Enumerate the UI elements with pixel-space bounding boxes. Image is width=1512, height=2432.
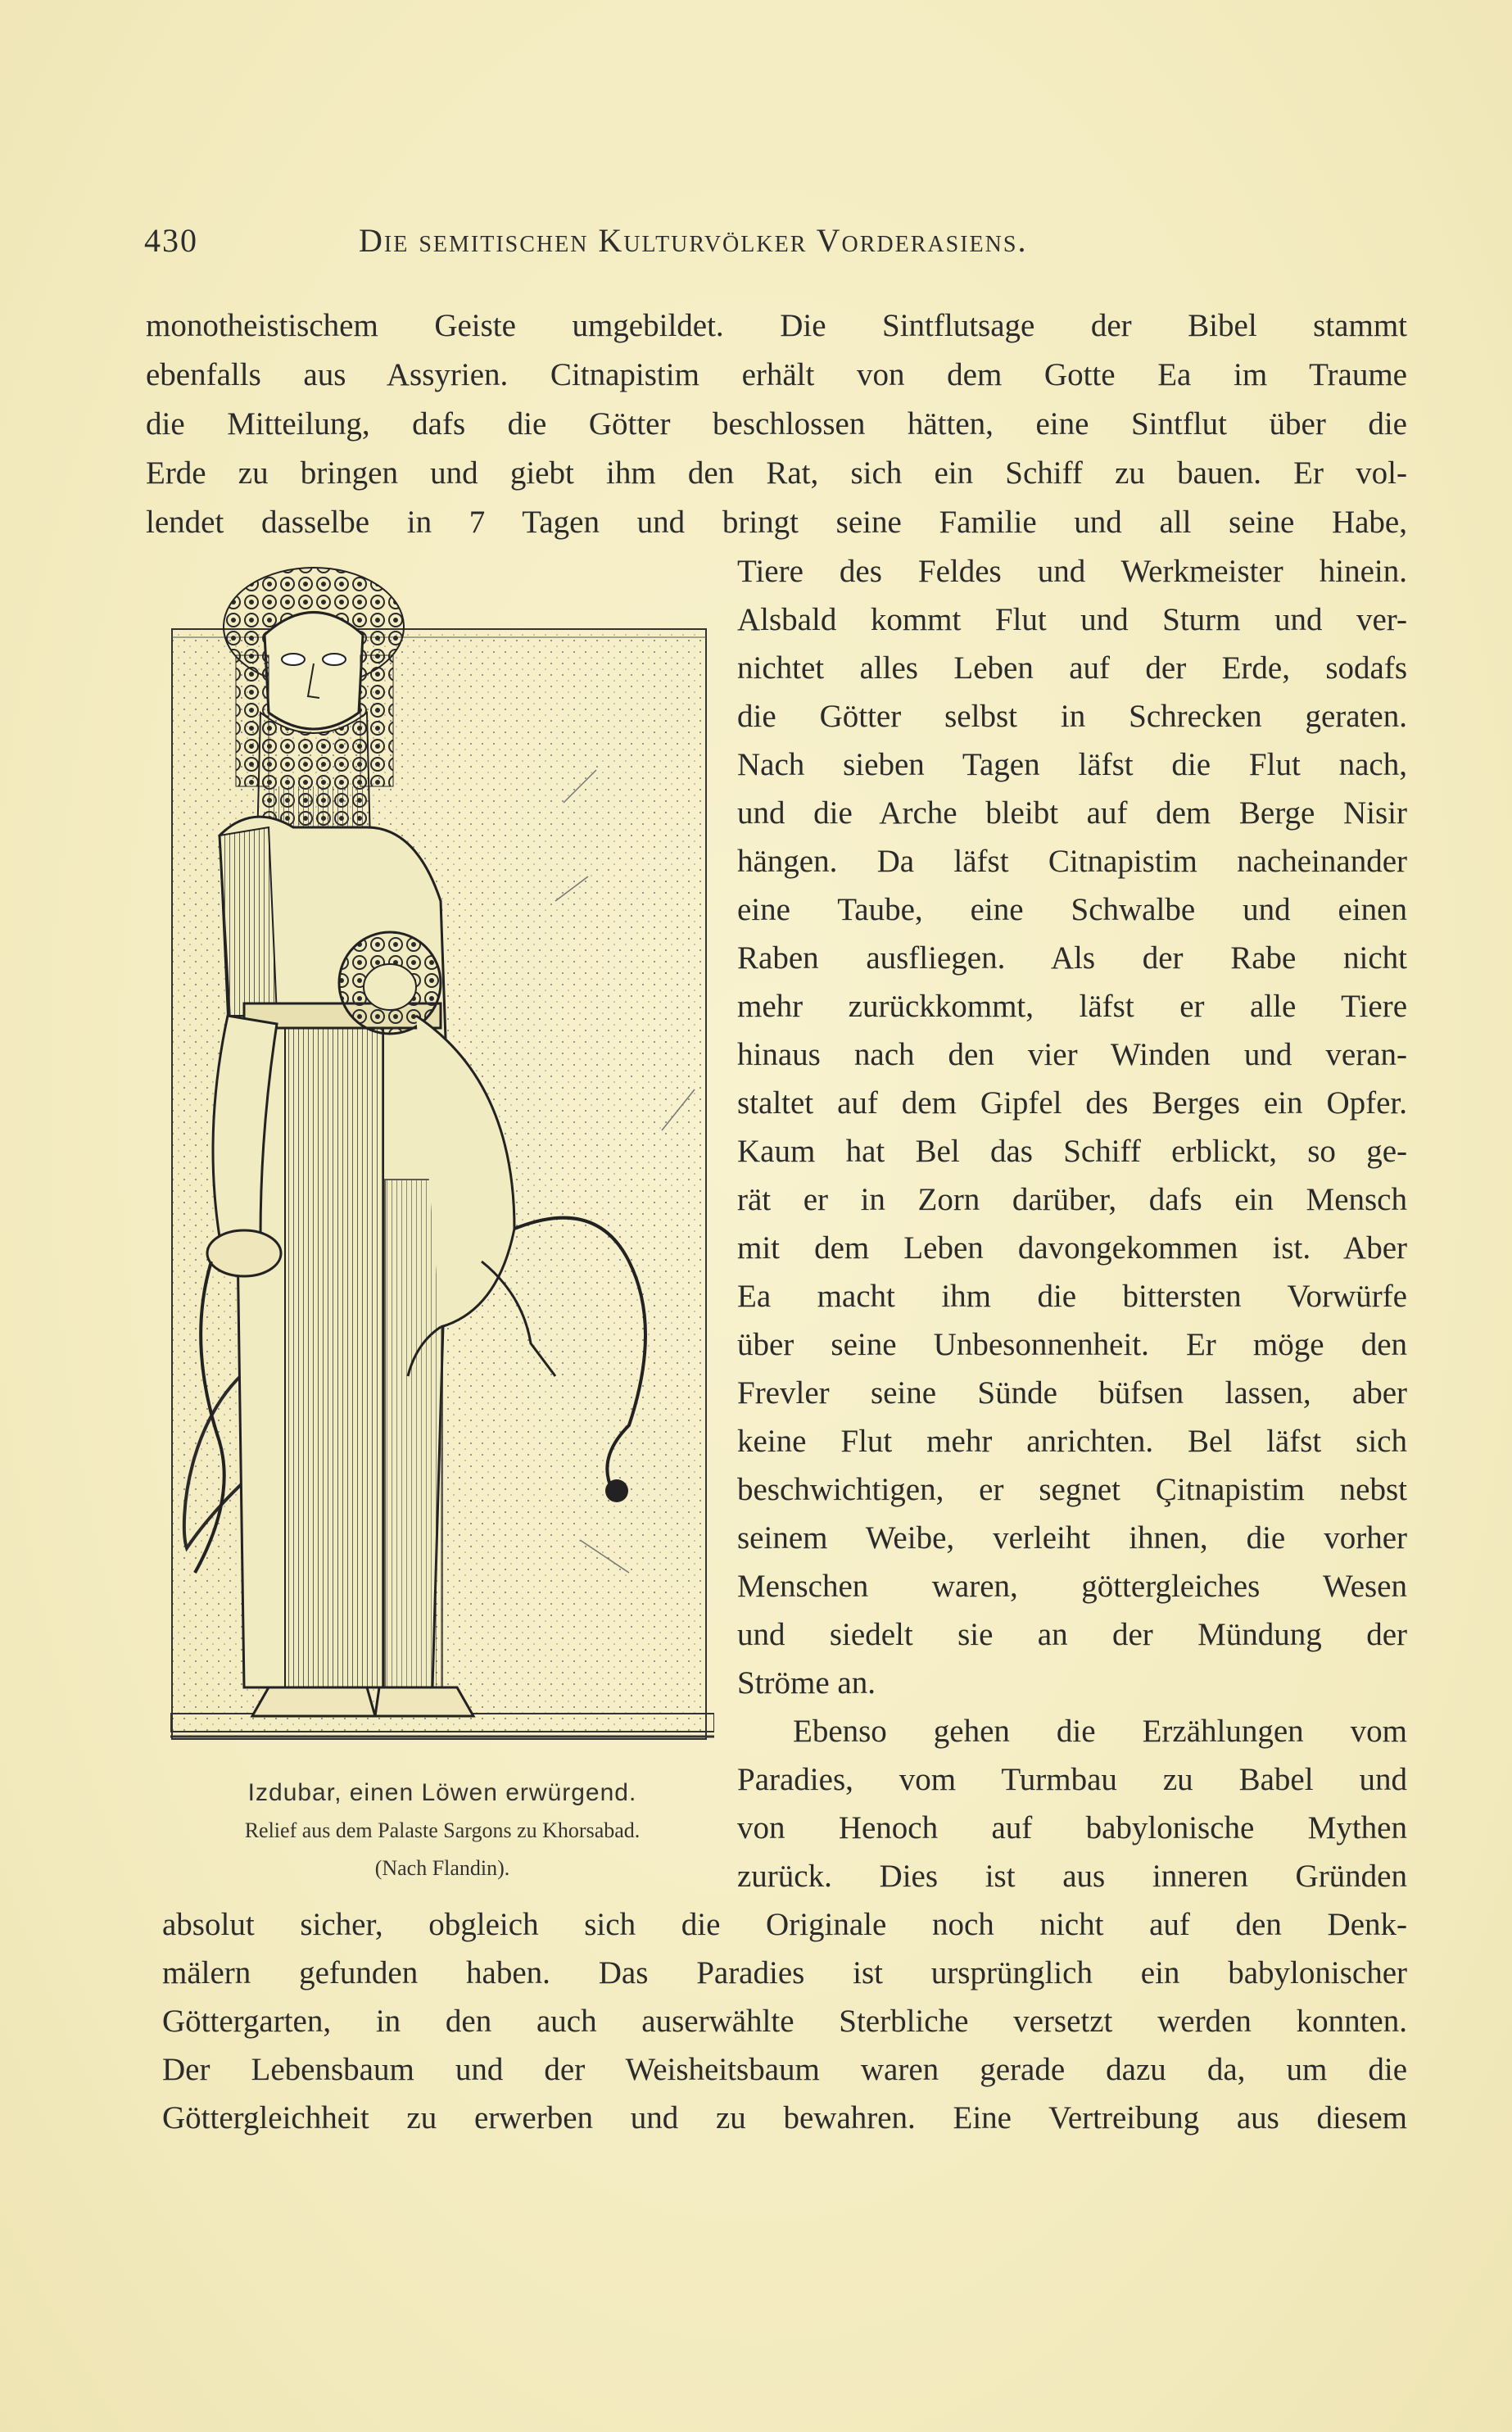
text-line: seinem Weibe, verleiht ihnen, die vorher bbox=[737, 1520, 1407, 1556]
text-line: Frevler seine Sünde büfsen lassen, aber bbox=[737, 1375, 1407, 1411]
text-line: Alsbald kommt Flut und Sturm und ver- bbox=[737, 602, 1407, 637]
text-line: staltet auf dem Gipfel des Berges ein Opfer. bbox=[737, 1085, 1407, 1121]
text-line: Ströme an. bbox=[737, 1665, 876, 1701]
text-line: die Götter selbst in Schrecken geraten. bbox=[737, 699, 1407, 734]
text-line: Menschen waren, göttergleiches Wesen bbox=[737, 1569, 1407, 1604]
figure-caption-credit: (Nach Flandin). bbox=[374, 1856, 510, 1880]
text-line: Ea macht ihm die bittersten Vorwürfe bbox=[737, 1279, 1407, 1314]
text-line: ebenfalls aus Assyrien. Citnapistim erhält von dem Gotte Ea im Traume bbox=[146, 357, 1407, 392]
text-line: zurück. Dies ist aus inneren Gründen bbox=[737, 1859, 1407, 1894]
text-line: hinaus nach den vier Winden und veran- bbox=[737, 1037, 1407, 1072]
text-line: von Henoch auf babylonische Mythen bbox=[737, 1810, 1407, 1846]
text-line: Raben ausfliegen. Als der Rabe nicht bbox=[737, 940, 1407, 976]
text-line: mit dem Leben davongekommen ist. Aber bbox=[737, 1230, 1407, 1266]
figure-caption-source: Relief aus dem Palaste Sargons zu Khorsabad. bbox=[244, 1818, 641, 1842]
text-line: nichtet alles Leben auf der Erde, sodafs bbox=[737, 650, 1407, 686]
figure-caption-title: Izdubar, einen Löwen erwürgend. bbox=[247, 1779, 637, 1806]
text-line: Göttergarten, in den auch auserwählte Sterbliche versetzt werden konnten. bbox=[162, 2004, 1407, 2039]
text-line: und die Arche bleibt auf dem Berge Nisir bbox=[737, 795, 1407, 831]
text-line: eine Taube, eine Schwalbe und einen bbox=[737, 892, 1407, 927]
text-line: Erde zu bringen und giebt ihm den Rat, sich ein Schiff zu bauen. Er vol- bbox=[146, 455, 1407, 491]
text-line: über seine Unbesonnenheit. Er möge den bbox=[737, 1327, 1407, 1362]
text-line: Kaum hat Bel das Schiff erblickt, so ge- bbox=[737, 1134, 1407, 1169]
text-line: und siedelt sie an der Mündung der bbox=[737, 1617, 1407, 1652]
text-line: beschwichtigen, er segnet Çitnapistim nebst bbox=[737, 1472, 1407, 1507]
text-line: monotheistischem Geiste umgebildet. Die Sintflutsage der Bibel stammt bbox=[146, 308, 1407, 343]
text-line: mälern gefunden haben. Das Paradies ist ursprünglich ein babylonischer bbox=[162, 1955, 1407, 1990]
page-number: 430 bbox=[144, 222, 198, 259]
text-line: mehr zurückkommt, läfst er alle Tiere bbox=[737, 989, 1407, 1024]
text-line: Paradies, vom Turmbau zu Babel und bbox=[737, 1762, 1407, 1797]
text-line: lendet dasselbe in 7 Tagen und bringt seine Familie und all seine Habe, bbox=[146, 505, 1407, 540]
izdubar-relief-illustration bbox=[170, 557, 714, 1749]
text-line: absolut sicher, obgleich sich die Originale noch nicht auf den Denk- bbox=[162, 1907, 1407, 1942]
relief-figure bbox=[170, 557, 714, 1749]
text-line: Tiere des Feldes und Werkmeister hinein. bbox=[737, 554, 1407, 589]
text-line: hängen. Da läfst Citnapistim nacheinander bbox=[737, 844, 1407, 879]
text-line: keine Flut mehr anrichten. Bel läfst sich bbox=[737, 1424, 1407, 1459]
text-line: Nach sieben Tagen läfst die Flut nach, bbox=[737, 747, 1407, 782]
text-line: rät er in Zorn darüber, dafs ein Mensch bbox=[737, 1182, 1407, 1217]
text-line: Der Lebensbaum und der Weisheitsbaum waren gerade dazu da, um die bbox=[162, 2052, 1407, 2087]
text-line: die Mitteilung, dafs die Götter beschlossen hätten, eine Sintflut über die bbox=[146, 406, 1407, 442]
text-line: Ebenso gehen die Erzählungen vom bbox=[793, 1714, 1407, 1749]
text-line: Göttergleichheit zu erwerben und zu bewahren. Eine Vertreibung aus diesem bbox=[162, 2100, 1407, 2135]
running-title: Die semitischen Kulturvölker Vorderasiens. bbox=[359, 222, 1028, 259]
